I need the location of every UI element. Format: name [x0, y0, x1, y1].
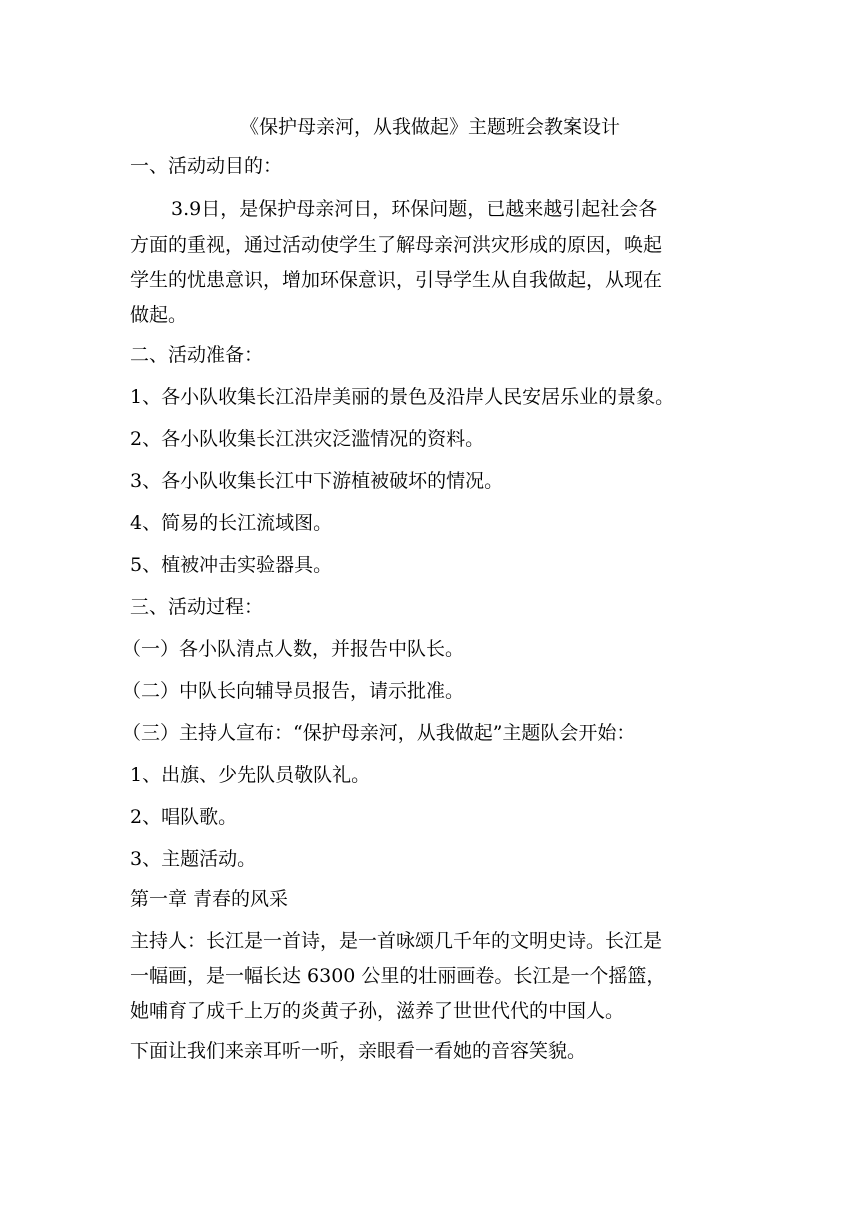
section-heading-purpose: 一、活动动目的： — [130, 155, 283, 177]
chapter-heading: 第一章 青春的风采 — [130, 888, 289, 910]
host-paragraph-line: 一幅画，是一幅长达 6300 公里的壮丽画卷。长江是一个摇篮， — [130, 965, 666, 987]
preparation-item: 1、各小队收集长江沿岸美丽的景色及沿岸人民安居乐业的景象。 — [130, 386, 675, 408]
host-paragraph-line: 主持人：长江是一首诗，是一首咏颂几千年的文明史诗。长江是 — [130, 930, 663, 952]
process-step: （一）各小队清点人数，并报告中队长。 — [122, 638, 465, 660]
section-heading-process: 三、活动过程： — [130, 596, 264, 618]
purpose-paragraph-line: 3.9日，是保护母亲河日，环保问题，已越来越引起社会各 — [171, 198, 658, 220]
preparation-item: 4、简易的长江流域图。 — [130, 512, 333, 534]
document-title: 《保护母亲河，从我做起》主题班会教案设计 — [239, 116, 620, 138]
preparation-item: 5、植被冲击实验器具。 — [130, 554, 333, 576]
preparation-item: 3、各小队收集长江中下游植被破坏的情况。 — [130, 470, 504, 492]
process-step: （二）中队长向辅导员报告，请示批准。 — [122, 680, 465, 702]
purpose-paragraph-line: 学生的忧患意识，增加环保意识，引导学生从自我做起，从现在 — [130, 269, 663, 291]
purpose-paragraph-line: 做起。 — [130, 304, 188, 326]
preparation-item: 2、各小队收集长江洪灾泛滥情况的资料。 — [130, 428, 485, 450]
ceremony-item: 2、唱队歌。 — [130, 806, 238, 828]
closing-line: 下面让我们来亲耳听一听，亲眼看一看她的音容笑貌。 — [130, 1040, 587, 1062]
ceremony-item: 1、出旗、少先队员敬队礼。 — [130, 764, 371, 786]
section-heading-preparation: 二、活动准备： — [130, 344, 264, 366]
ceremony-item: 3、主题活动。 — [130, 848, 257, 870]
process-step: （三）主持人宣布：“保护母亲河，从我做起”主题队会开始： — [122, 722, 636, 744]
purpose-paragraph-line: 方面的重视，通过活动使学生了解母亲河洪灾形成的原因，唤起 — [130, 234, 663, 256]
host-paragraph-line: 她哺育了成千上万的炎黄子孙，滋养了世世代代的中国人。 — [130, 1000, 625, 1022]
